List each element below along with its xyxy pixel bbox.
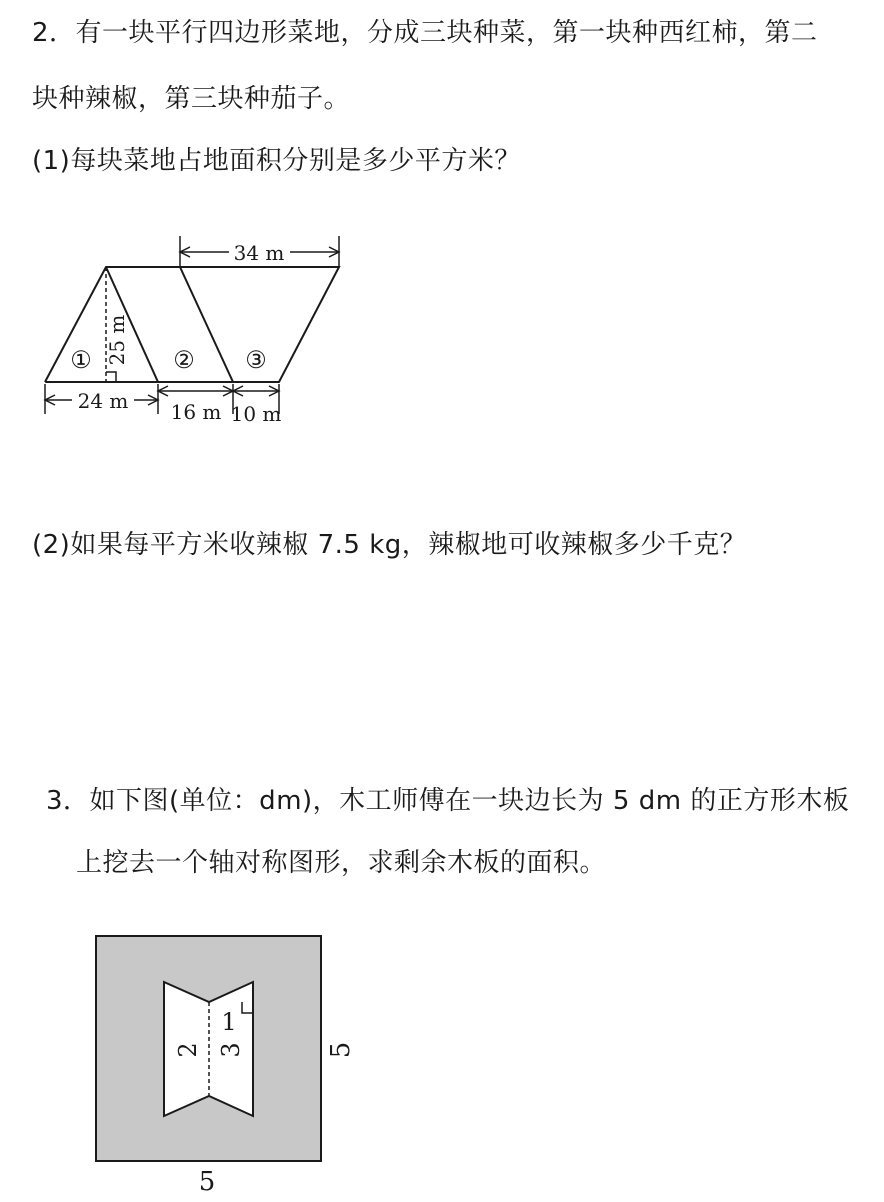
label-2: 2 [174, 1042, 202, 1058]
region-label-3: ③ [245, 346, 267, 374]
label-3: 3 [217, 1042, 245, 1058]
side-label-bottom: 5 [198, 1167, 216, 1197]
dim-label-24m: 24 m [77, 389, 129, 413]
problem3-text-line1: 3．如下图(单位：dm)，木工师傅在一块边长为 5 dm 的正方形木板 [46, 786, 850, 816]
dim-label-16m: 16 m [170, 400, 222, 424]
problem2-question1: (1)每块菜地占地面积分别是多少平方米？ [32, 146, 521, 176]
dim-label-34m: 34 m [233, 241, 285, 265]
problem2-question2: (2)如果每平方米收辣椒 7.5 kg，辣椒地可收辣椒多少千克？ [32, 530, 747, 560]
problem2-text-line2: 块种辣椒，第三块种茄子。 [32, 84, 351, 114]
dim-label-10m: 10 m [230, 402, 282, 426]
region-label-1: ① [70, 346, 92, 374]
region-label-2: ② [173, 346, 195, 374]
side-label-right: 5 [326, 1041, 356, 1059]
problem3-text-line2: 上挖去一个轴对称图形，求剩余木板的面积。 [76, 848, 607, 878]
label-1: 1 [221, 1008, 237, 1036]
problem2-text-line1: 2．有一块平行四边形菜地，分成三块种菜，第一块种西红柿，第二 [32, 18, 818, 48]
dim-label-25m: 25 m [105, 314, 129, 366]
